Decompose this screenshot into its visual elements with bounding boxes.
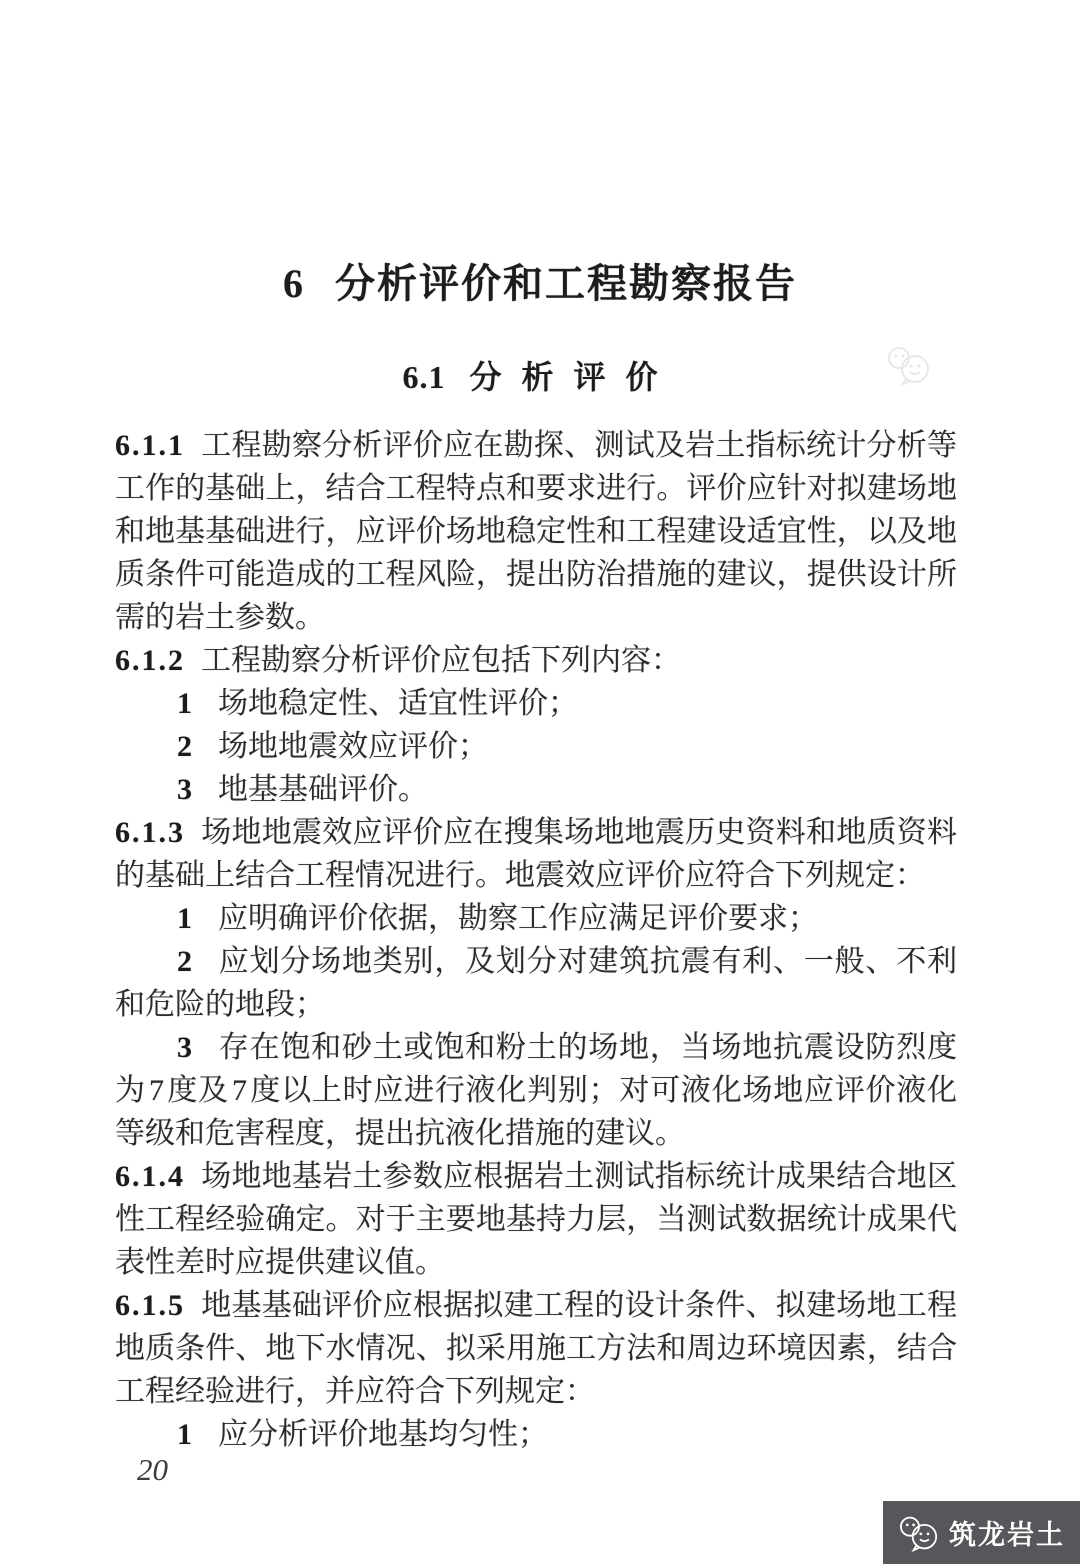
page-number: 20 <box>137 1452 168 1487</box>
item-number: 2 <box>177 730 192 763</box>
clause-6-1-5-item-1 <box>115 1413 957 1456</box>
document-body <box>115 424 957 1456</box>
clause-6-1-3-item-2 <box>115 940 957 1026</box>
item-number: 3 <box>177 773 192 806</box>
item-number: 1 <box>177 1418 192 1451</box>
item-text: 应分析评价地基均匀性； <box>218 1418 548 1451</box>
item-text: 应明确评价依据，勘察工作应满足评价要求； <box>218 902 818 935</box>
clause-text: 工程勘察分析评价应包括下列内容： <box>201 644 681 677</box>
clause-text: 场地地基岩土参数应根据岩土测试指标统计成果结合地区性工程经验确定。对于主要地基持力层，当测试数据统计成果代表性差时应提供建议值。 <box>115 1160 957 1279</box>
item-text: 应划分场地类别，及划分对建筑抗震有利、一般、不利和危险的地段； <box>115 945 957 1021</box>
clause-number: 6.1.5 <box>115 1289 185 1322</box>
clause-6-1-1 <box>115 424 957 639</box>
clause-6-1-2-item-2 <box>115 725 957 768</box>
watermark-logo-icon <box>886 344 932 386</box>
item-text: 存在饱和砂土或饱和粉土的场地，当场地抗震设防烈度为 7 度及 7 度以上时应进行液化判别；对可液化场地应评价液化等级和危害程度，提出抗液化措施的建议。 <box>115 1031 957 1150</box>
clause-6-1-3 <box>115 811 957 897</box>
clause-text: 工程勘察分析评价应在勘探、测试及岩土指标统计分析等工作的基础上，结合工程特点和要求进行。评价应针对拟建场地和地基基础进行，应评价场地稳定性和工程建设适宜性，以及地质条件可能造成的工程风险，提出防治措施的建议，提供设计所需的岩土参数。 <box>115 429 957 634</box>
clause-6-1-2 <box>115 639 957 682</box>
clause-number: 6.1.2 <box>115 644 185 677</box>
brand-name: 筑龙岩土 <box>949 1520 1065 1550</box>
item-number: 2 <box>177 945 192 978</box>
clause-text: 场地地震效应评价应在搜集场地地震历史资料和地质资料的基础上结合工程情况进行。地震效应评价应符合下列规定： <box>115 816 957 892</box>
clause-number: 6.1.4 <box>115 1160 185 1193</box>
clause-text: 地基基础评价应根据拟建工程的设计条件、拟建场地工程地质条件、地下水情况、拟采用施工方法和周边环境因素，结合工程经验进行，并应符合下列规定： <box>115 1289 957 1408</box>
item-number: 3 <box>177 1031 192 1064</box>
clause-number: 6.1.3 <box>115 816 185 849</box>
item-number: 1 <box>177 687 192 720</box>
chapter-title-text: 分析评价和工程勘察报告 <box>335 261 797 306</box>
chapter-number: 6 <box>283 261 305 306</box>
brand-badge <box>883 1501 1080 1564</box>
clause-6-1-4 <box>115 1155 957 1284</box>
clause-6-1-5 <box>115 1284 957 1413</box>
clause-number: 6.1.1 <box>115 429 185 462</box>
clause-6-1-2-item-3 <box>115 768 957 811</box>
item-text: 场地稳定性、适宜性评价； <box>218 687 578 720</box>
clause-6-1-2-item-1 <box>115 682 957 725</box>
item-text: 场地地震效应评价； <box>218 730 488 763</box>
clause-6-1-3-item-1 <box>115 897 957 940</box>
section-title-text: 分析评价 <box>469 359 678 395</box>
clause-6-1-3-item-3 <box>115 1026 957 1155</box>
item-number: 1 <box>177 902 192 935</box>
chapter-title <box>0 252 1080 309</box>
item-text: 地基基础评价。 <box>218 773 428 806</box>
zhulong-logo-icon <box>898 1514 940 1552</box>
section-number: 6.1 <box>402 359 446 395</box>
